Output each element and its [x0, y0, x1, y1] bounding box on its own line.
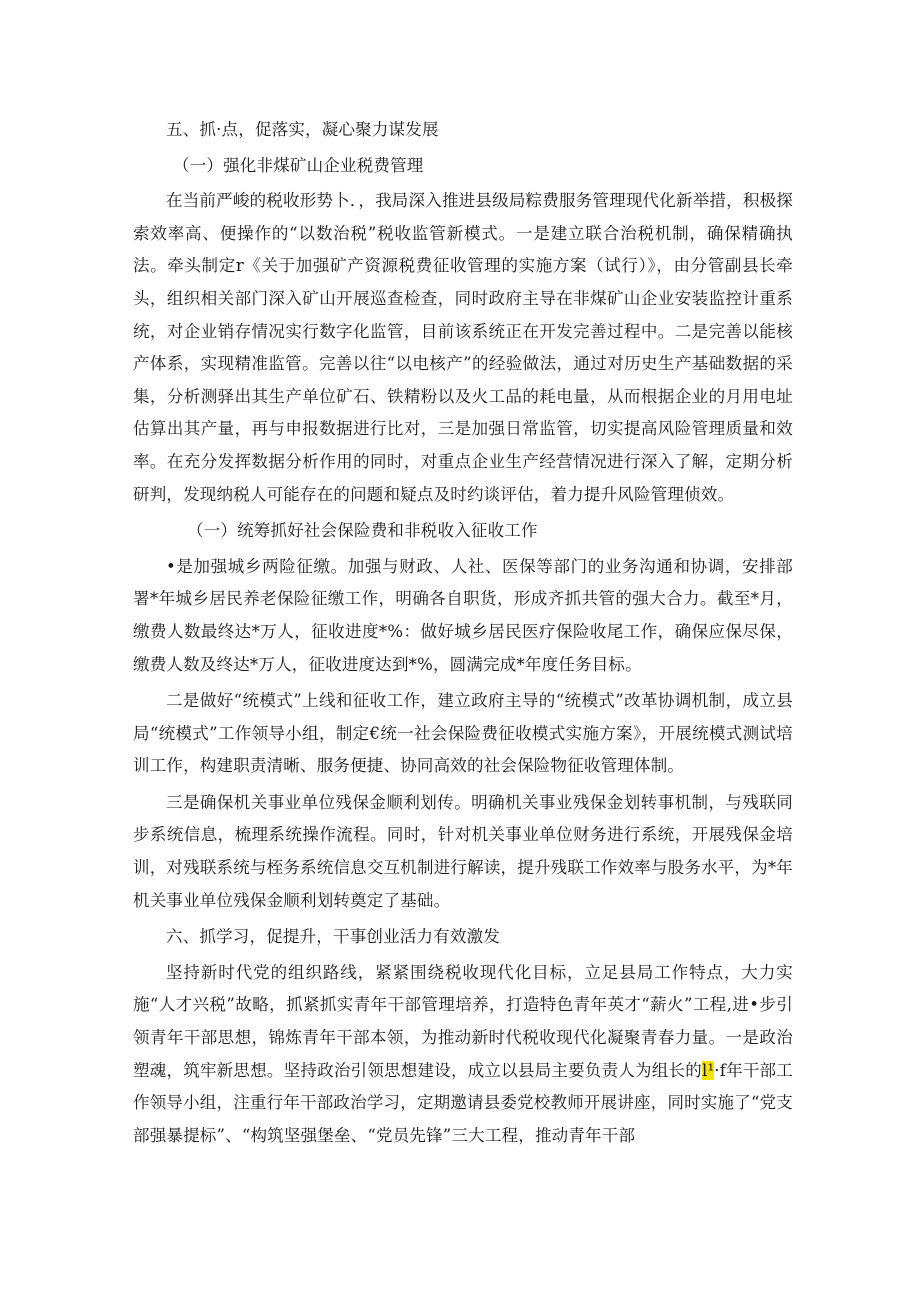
paragraph-youth-cadre-part1: 坚持新时代党的组织路线，紧紧围绕税收现代化目标，立足县局工作特点，大力实施“人才兴税”故略，抓紧抓实青年干部管理培养，打造特色青年英才“薪火”工程,进•步引领青年干部思想，锦炼青年干部本领，为推动新时代税收现代化凝聚青春力量。一是政治塑魂，筑牢新思想。坚持政治引领思想建设，成立以县局主要负责人为组长的: [133, 962, 793, 1080]
highlighted-text: l¹: [702, 1060, 715, 1080]
section-heading-6: 六、抓学习，促提升，干事创业活力有效激发: [166, 927, 500, 947]
subsection-heading-2: （一）统筹抓好社会保险费和非税收入征收工作: [187, 521, 538, 541]
paragraph-mining-tax: 在当前严峻的税收形势卜．，我局深入推进县级局粽费服务管理现代化新举措，积极探索效率高、便操作的“以数治税”税收监管新模式。一是建立联合治税机制，确保精确执法。牵头制定r《关于加强矿产资源税费征收管理的实施方案（试行）》，由分管副县长牵头，组织相关部门深入矿山开展巡查检查，同时政府主导在非煤矿山企业安装监控计重系统，对企业销存情况实行数字化监管，目前该系统正在开发完善过程中。二是完善以能核产体系，实现精准监管。完善以往“以电核产”的经验做法，通过对历史生产基础数据的采集，分析测驿出其生产单位矿石、铁精粉以及火工品的耗电量，从而根据企业的月用电址估算出其产量，再与申报数据进行比对，三是加强日常监管，切实提高风险管理质量和效率。在充分发挥数据分析作用的同时，对重点企业生产经营情况进行深入了解，定期分析研判，发现纳税人可能存在的问题和疑点及时约谈评估，着力提升风险管理侦效。: [133, 191, 793, 504]
paragraph-youth-cadre-part2: ·f年干部工作领导小组，注重行年干部政治学习，定期邀请县委党校教师开展讲座，同时实施了“党支部强暴提标”、“构筑坚强堡垒、“党员先锋”三大工程，推动青年干部: [133, 1060, 793, 1145]
paragraph-youth-cadre: [133, 957, 793, 1153]
paragraph-insurance-collection: •是加强城乡两险征缴。加强与财政、人社、医保等部门的业务沟通和协调，安排部署*年城乡居民养老保险征缴工作，明确各自职货，形成齐抓共管的强大合力。截至*月，缴费人数最终达*万人，征收进度*%：做好城乡居民医疗保险收尾工作，确保应保尽保，缴费人数及终达*万人，征收进度达到*%，圆满完成*年度任务目标。: [133, 556, 793, 674]
document-body: [133, 114, 793, 1156]
paragraph-unified-mode: 二是做好“统模式”上线和征收工作，建立政府主导的“统模式”改革协调机制，成立县局“统模式”工作领导小组，制定€统一社会保险费征收模式实施方案》，开展统模式测试培训工作，构建职责清晰、服务便捷、协同高效的社会保险物征收管理体制。: [133, 691, 793, 776]
paragraph-disability-fund: 三是确保机关事业单位残保金顺利划传。明确机关事业残保金划转事机制，与残联同步系统信息，梳理系统操作流程。同时，针对机关事业单位财务进行系统，开展残保金培训，对残联系统与桎务系统信息交互机制进行解读，提升残联工作效率与股务水平，为*年机关事业单位残保金顺利划转奠定了基础。: [133, 792, 793, 910]
subsection-heading-1: （一）强化非煤矿山企业税费管理: [173, 155, 424, 175]
section-heading-5: 五、抓·点，促落实，凝心聚力谋发展: [166, 120, 439, 139]
